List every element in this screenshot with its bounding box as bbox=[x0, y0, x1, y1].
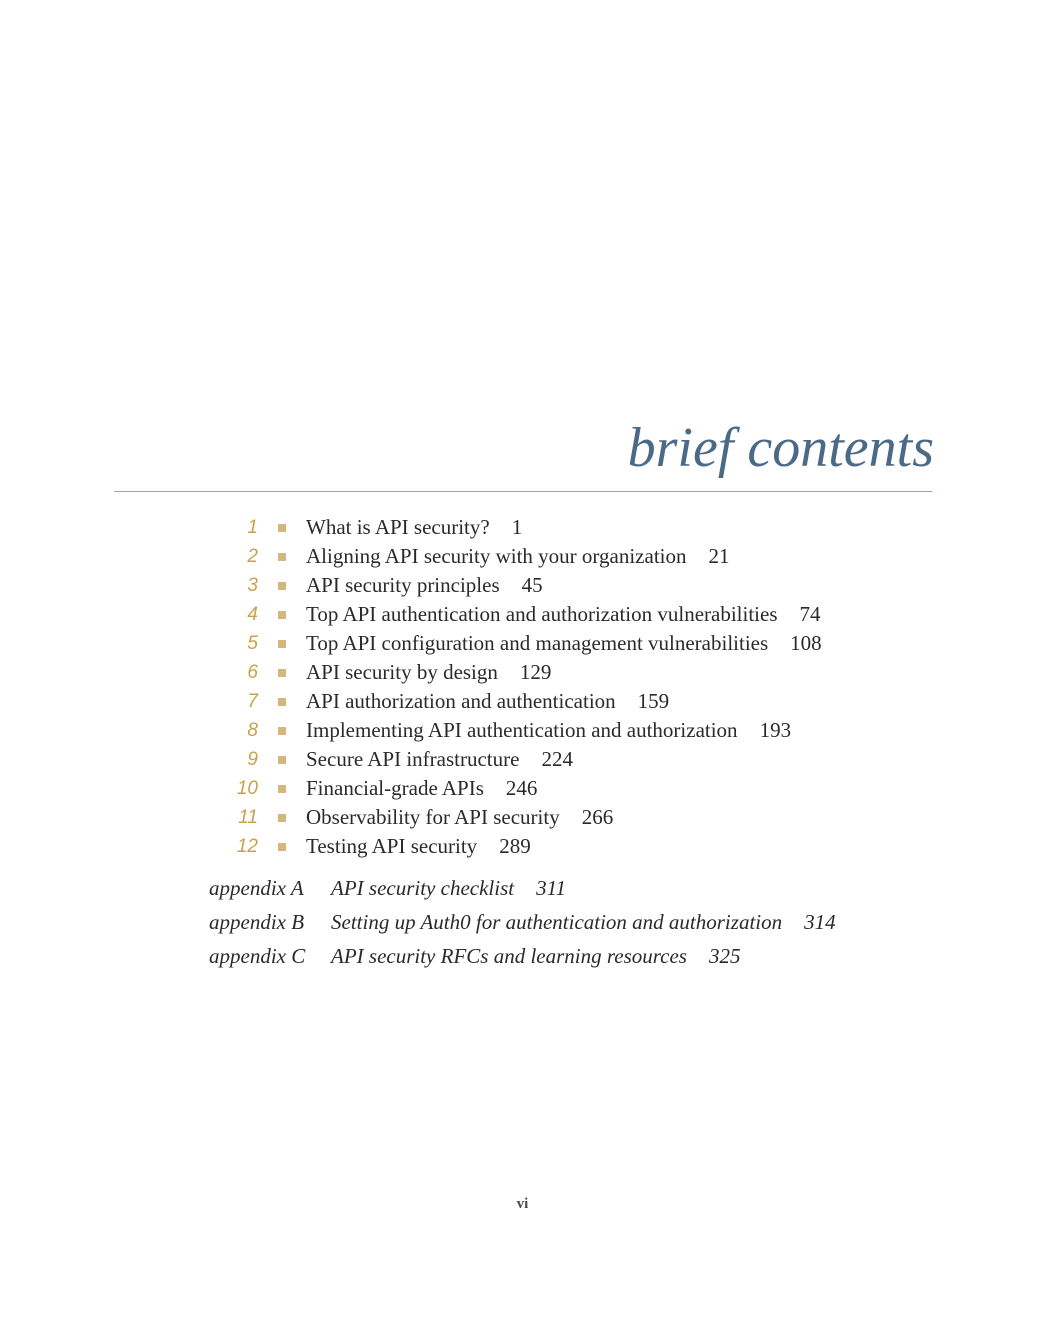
square-bullet-icon bbox=[278, 727, 286, 735]
page-title: brief contents bbox=[627, 417, 934, 479]
title-rule bbox=[114, 491, 932, 492]
chapter-number: 7 bbox=[247, 691, 258, 712]
chapter-page: 159 bbox=[637, 689, 670, 713]
chapter-title: What is API security? bbox=[306, 515, 490, 539]
square-bullet-icon bbox=[278, 669, 286, 677]
chapter-page: 266 bbox=[581, 805, 614, 829]
appendix-entry[interactable] bbox=[0, 871, 1062, 905]
chapter-number: 3 bbox=[247, 575, 258, 596]
chapter-entry[interactable] bbox=[0, 687, 1062, 716]
chapter-number: 5 bbox=[247, 633, 258, 654]
chapter-number: 10 bbox=[236, 778, 258, 799]
chapter-entry[interactable] bbox=[0, 571, 1062, 600]
chapter-title: Top API authentication and authorization vulnerabilities bbox=[306, 602, 778, 626]
chapter-number: 11 bbox=[238, 807, 258, 828]
square-bullet-icon bbox=[278, 582, 286, 590]
chapter-page: 224 bbox=[541, 747, 573, 771]
square-bullet-icon bbox=[278, 843, 286, 851]
appendix-title: Setting up Auth0 for authentication and authorization bbox=[331, 910, 783, 934]
appendix-entry[interactable] bbox=[0, 939, 1062, 973]
chapter-entry[interactable] bbox=[0, 774, 1062, 803]
square-bullet-icon bbox=[278, 553, 286, 561]
appendix-page: 314 bbox=[804, 910, 836, 934]
chapter-entry[interactable] bbox=[0, 658, 1062, 687]
chapter-title: API authorization and authentication bbox=[306, 689, 616, 713]
chapter-title: Top API configuration and management vulnerabilities bbox=[306, 631, 769, 655]
chapter-title: Financial-grade APIs bbox=[306, 776, 484, 800]
chapter-page: 108 bbox=[790, 631, 822, 655]
chapter-number: 8 bbox=[247, 720, 258, 741]
appendix-label: appendix B bbox=[209, 910, 305, 934]
appendix-label: appendix C bbox=[209, 944, 306, 968]
chapter-title: API security principles bbox=[306, 573, 500, 597]
appendix-page: 325 bbox=[708, 944, 741, 968]
chapter-page: 289 bbox=[499, 834, 531, 858]
appendix-page: 311 bbox=[536, 876, 567, 900]
square-bullet-icon bbox=[278, 785, 286, 793]
page-number: vi bbox=[516, 1196, 529, 1212]
chapter-entry[interactable] bbox=[0, 600, 1062, 629]
chapter-page: 193 bbox=[759, 718, 792, 742]
chapter-entry[interactable] bbox=[0, 542, 1062, 571]
chapter-title: API security by design bbox=[306, 660, 498, 684]
chapter-title: Secure API infrastructure bbox=[306, 747, 520, 771]
chapter-entry[interactable] bbox=[0, 745, 1062, 774]
chapter-entry[interactable] bbox=[0, 629, 1062, 658]
square-bullet-icon bbox=[278, 756, 286, 764]
square-bullet-icon bbox=[278, 611, 286, 619]
chapter-number: 4 bbox=[247, 604, 258, 625]
chapter-entry[interactable] bbox=[0, 803, 1062, 832]
chapter-entry[interactable] bbox=[0, 513, 1062, 542]
chapter-number: 2 bbox=[247, 546, 258, 567]
chapter-title: Aligning API security with your organization bbox=[306, 544, 687, 568]
chapter-page: 1 bbox=[511, 515, 523, 539]
chapter-page: 45 bbox=[521, 573, 543, 597]
appendix-label: appendix A bbox=[209, 876, 304, 900]
chapter-number: 12 bbox=[236, 836, 258, 857]
appendix-entry[interactable] bbox=[0, 905, 1062, 939]
chapter-entry[interactable] bbox=[0, 832, 1062, 861]
chapter-number: 9 bbox=[247, 749, 258, 770]
appendix-title: API security checklist bbox=[331, 876, 515, 900]
chapter-page: 129 bbox=[519, 660, 552, 684]
chapter-page: 246 bbox=[505, 776, 538, 800]
chapter-title: Testing API security bbox=[306, 834, 478, 858]
chapter-list bbox=[0, 513, 1062, 861]
square-bullet-icon bbox=[278, 524, 286, 532]
chapter-number: 6 bbox=[247, 662, 258, 683]
chapter-title: Observability for API security bbox=[306, 805, 560, 829]
square-bullet-icon bbox=[278, 698, 286, 706]
chapter-page: 74 bbox=[799, 602, 821, 626]
appendix-title: API security RFCs and learning resources bbox=[331, 944, 687, 968]
chapter-title: Implementing API authentication and authorization bbox=[306, 718, 738, 742]
chapter-number: 1 bbox=[247, 517, 258, 538]
appendix-list bbox=[0, 871, 1062, 973]
chapter-entry[interactable] bbox=[0, 716, 1062, 745]
square-bullet-icon bbox=[278, 814, 286, 822]
square-bullet-icon bbox=[278, 640, 286, 648]
chapter-page: 21 bbox=[708, 544, 730, 568]
